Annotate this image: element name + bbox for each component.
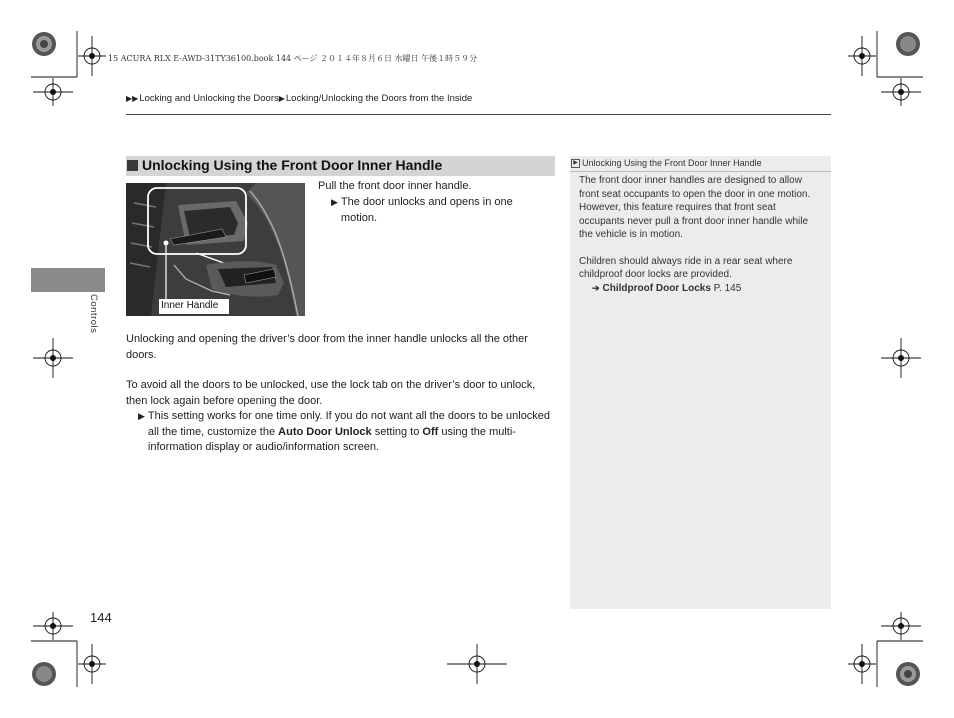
triangle-bullet-icon: ▶ (331, 197, 338, 207)
link-arrow-icon: ➔ (592, 282, 600, 293)
section-title: Unlocking Using the Front Door Inner Handle (142, 157, 443, 173)
setting-value: Off (422, 425, 439, 438)
crop-mark-icon (848, 612, 923, 687)
sidebar-title: ▶ Unlocking Using the Front Door Inner Handle (570, 156, 831, 172)
step-result (331, 195, 536, 226)
note (138, 409, 556, 456)
note-text: This setting works for one time only. If you do not want all the doors to be unlocked all the time, customize the Auto Door Unlock setting to Off using the multi-information display or audio/information screen. (147, 410, 551, 453)
sidebar-paragraph-2: Children should always ride in a rear seat where childproof door locks are provided. (579, 255, 793, 280)
page-number: 144 (90, 610, 112, 625)
step-text: Pull the front door inner handle. (318, 180, 472, 192)
sidebar-paragraph-1: The front door inner handles are designed to allow front seat occupants to open the door in one motion. However, this feature requires that front seat occupants never pull a front door inner handle while the vehicle is in motion. (579, 175, 811, 240)
crop-mark-icon (31, 31, 106, 106)
reference-icon: ▶ (571, 159, 580, 168)
print-header: 15 ACURA RLX E-AWD-31TY36100.book 144 ページ ２０１４年８月６日 水曜日 午後１時５９分 (108, 54, 478, 63)
double-arrow-icon: ▶▶ (126, 94, 139, 103)
sidebar-note (570, 156, 831, 609)
sidebar-reference-link[interactable] (579, 282, 824, 296)
breadcrumb (126, 93, 472, 104)
triangle-bullet-icon: ▶ (138, 411, 145, 421)
chapter-label: Controls (88, 294, 99, 334)
door-handle-illustration (126, 183, 305, 316)
arrow-icon: ▶ (278, 94, 285, 103)
sidebar-body (579, 174, 824, 295)
crop-mark-icon (848, 31, 923, 106)
setting-name: Auto Door Unlock (278, 425, 372, 438)
figure-label: Inner Handle (161, 300, 219, 311)
door-handle-drawing (126, 183, 305, 316)
chapter-tab[interactable] (31, 268, 105, 292)
header-rule (126, 114, 831, 115)
paragraph-2: To avoid all the doors to be unlocked, use the lock tab on the driver’s door to unlock, then lock again before opening the door. (126, 379, 536, 407)
breadcrumb-item-inside[interactable]: Locking/Unlocking the Doors from the Inside (285, 93, 473, 104)
square-bullet-icon (127, 160, 138, 171)
crop-mark-icon (447, 644, 507, 684)
reference-page: P. 145 (713, 282, 742, 294)
section-heading (126, 156, 555, 176)
reference-label: Childproof Door Locks (602, 282, 711, 294)
breadcrumb-item-locking[interactable]: Locking and Unlocking the Doors (139, 93, 279, 104)
paragraph-1: Unlocking and opening the driver’s door from the inner handle unlocks all the other doors. (126, 333, 528, 361)
step-result-text: The door unlocks and opens in one motion. (340, 196, 513, 224)
